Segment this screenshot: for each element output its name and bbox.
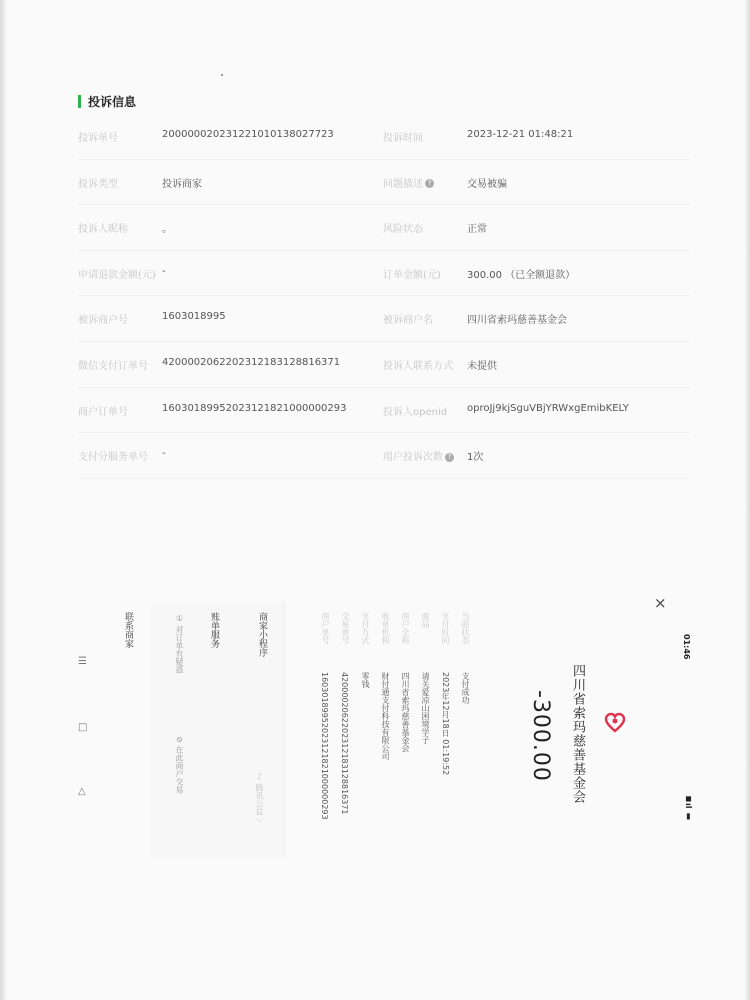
- field-label: 投诉人联系方式: [383, 360, 453, 372]
- payment-field-label: 收单机构: [381, 612, 390, 644]
- field-label: 订单金额(元): [383, 269, 441, 281]
- status-bar-icons: ◼ıl ▮: [684, 794, 693, 821]
- mini-program-link[interactable]: ♪ 腾讯公益 〉: [255, 772, 264, 827]
- charity-heart-logo: [604, 712, 626, 734]
- help-icon[interactable]: ?: [425, 179, 434, 188]
- home-icon[interactable]: □: [78, 722, 88, 733]
- field-label-text: 用户投诉次数: [383, 452, 443, 464]
- page-edge-left: [0, 0, 6, 1000]
- info-row: [78, 251, 690, 297]
- field-value: 300.00 （已全额退款）: [467, 269, 576, 281]
- page-edge-right: [745, 0, 750, 1000]
- section-title-text: 投诉信息: [88, 94, 137, 109]
- complaint-info-table: [78, 114, 690, 479]
- field-value: 未提供: [467, 360, 497, 372]
- merchant-trade-item[interactable]: ⊘ 在此商户交易: [175, 736, 184, 794]
- payment-field-value: 16030189952023121821000000293: [320, 672, 329, 820]
- field-value: 1次: [467, 452, 484, 464]
- field-label: [383, 175, 434, 190]
- payment-field-label: 商户单号: [321, 612, 330, 644]
- help-icon[interactable]: ?: [445, 453, 454, 462]
- payment-field-label: 交易单号: [341, 612, 350, 644]
- contact-merchant[interactable]: 联系商家: [123, 612, 133, 648]
- field-label: 申请退款金额(元): [78, 269, 156, 281]
- mini-program-title: 商家小程序: [257, 612, 267, 657]
- field-value: 正常: [467, 224, 487, 236]
- payee-merchant-name: 四川省索玛慈善基金会: [570, 664, 585, 804]
- payment-field-value: 2023年12月18日 01:19:52: [441, 672, 450, 776]
- field-label: 投诉时间: [383, 133, 423, 144]
- field-value: 。: [162, 224, 172, 236]
- order-question-item[interactable]: ① 对订单有疑惑: [175, 614, 184, 674]
- payment-field-label: 当前状态: [461, 612, 470, 644]
- card-divider: [283, 602, 284, 858]
- info-row: [78, 433, 690, 479]
- field-label: 投诉类型: [78, 178, 118, 190]
- back-icon[interactable]: △: [78, 786, 86, 797]
- info-row: [78, 160, 690, 206]
- payment-field-value: 支付成功: [461, 672, 470, 704]
- field-value: 2023-12-21 01:48:21: [467, 129, 574, 140]
- title-accent-bar: [78, 95, 81, 108]
- field-label: [383, 448, 454, 463]
- field-value: oproJj9kjSguVBjYRWxgEmibKELY: [467, 402, 629, 414]
- payment-field-value: 请关爱凉山困境学子: [421, 672, 430, 744]
- field-value: 1603018995: [162, 311, 226, 323]
- section-title: [78, 93, 136, 109]
- field-label: 投诉人昵称: [78, 224, 128, 236]
- field-value: 16030189952023121821000000293: [162, 402, 347, 414]
- payment-field-label: 支付方式: [361, 612, 370, 644]
- field-value: -: [162, 448, 166, 460]
- info-row: [78, 114, 690, 160]
- field-label: 风险状态: [383, 224, 423, 236]
- field-label: 商户订单号: [78, 406, 128, 418]
- field-value: 投诉商家: [162, 178, 202, 190]
- info-row: [78, 342, 690, 388]
- field-value: 交易被骗: [467, 178, 507, 190]
- phone-time: 01:46: [682, 634, 691, 660]
- field-label-text: 问题描述: [383, 178, 423, 190]
- payment-field-label: 商品: [421, 612, 430, 628]
- field-value: 200000020231221010138027723: [162, 129, 334, 140]
- scan-speck: [221, 74, 223, 76]
- payment-field-value: 四川省索玛慈善基金会: [401, 672, 410, 752]
- field-label: 被诉商户号: [78, 315, 128, 327]
- payment-amount: -300.00: [528, 690, 553, 782]
- field-label: 微信支付订单号: [78, 360, 148, 372]
- payment-field-value: 4200002062202312183128816371: [340, 672, 349, 815]
- close-icon[interactable]: ×: [654, 594, 667, 612]
- field-label: 支付分服务单号: [78, 452, 148, 464]
- field-value: -: [162, 265, 166, 277]
- payment-field-value: 财付通支付科技有限公司: [381, 672, 390, 760]
- field-label: 被诉商户名: [383, 315, 433, 327]
- info-row: [78, 205, 690, 251]
- payment-field-label: 支付时间: [441, 612, 450, 644]
- info-row: [78, 388, 690, 434]
- payment-field-label: 商户全称: [401, 612, 410, 644]
- menu-icon[interactable]: ☰: [78, 656, 87, 667]
- bill-service-title: 账单服务: [209, 612, 219, 648]
- payment-field-value: 零钱: [361, 672, 370, 688]
- info-row: [78, 296, 690, 342]
- field-label: 投诉单号: [78, 133, 118, 144]
- field-value: 4200002062202312183128816371: [162, 356, 341, 368]
- field-label: 投诉人openid: [383, 406, 448, 418]
- field-value: 四川省索玛慈善基金会: [467, 315, 567, 327]
